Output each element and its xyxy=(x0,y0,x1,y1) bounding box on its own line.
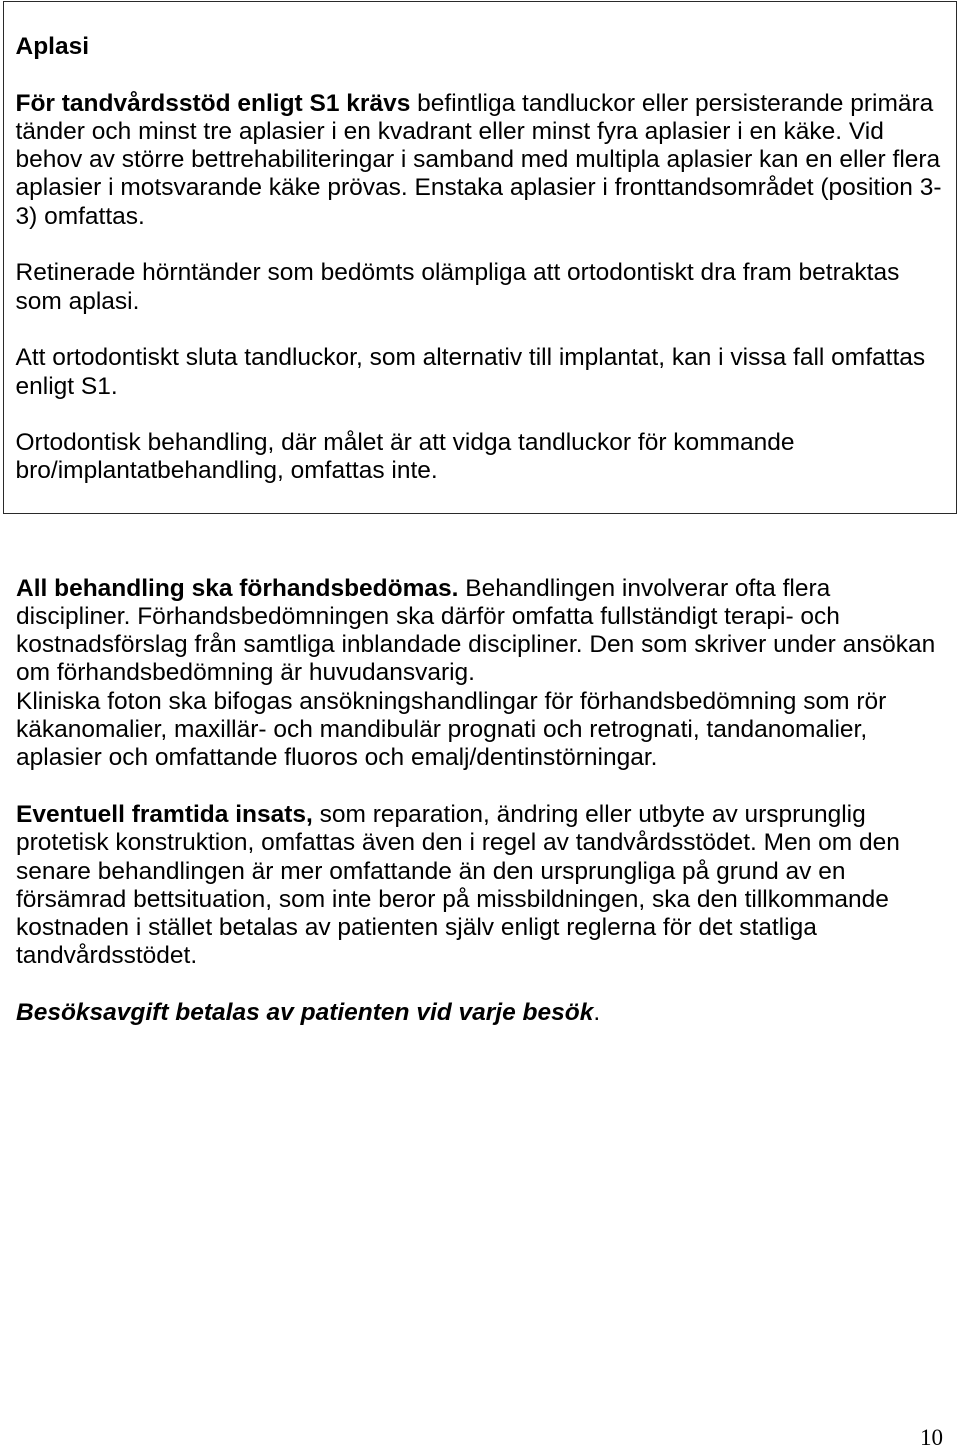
paragraph-retained-canines xyxy=(16,259,945,316)
text-span: som reparation, ändring eller utbyte av ursprunglig xyxy=(312,800,866,828)
text-line: som aplasi. xyxy=(15,287,140,315)
text-line: enligt S1. xyxy=(15,372,118,400)
paragraph-future-treatment xyxy=(16,801,946,971)
paragraph-orthodontic-exclusion xyxy=(16,429,945,486)
text-span: Behandlingen involverar ofta flera xyxy=(458,574,831,602)
paragraph-eligibility-criteria xyxy=(16,90,945,231)
aplasi-box xyxy=(3,1,957,514)
text-line: Ortodontisk behandling, där målet är att vidga tandluckor för kommande xyxy=(15,429,795,457)
text-line: om förhandsbedömning är huvudansvarig. xyxy=(16,659,475,687)
text-line xyxy=(16,999,946,1027)
paragraph-visit-fee xyxy=(16,999,946,1027)
text-line: kostnaden i stället betalas av patienten själv enligt reglerna för det statliga xyxy=(16,914,817,942)
text-line xyxy=(16,575,946,603)
text-line: aplasier i motsvarande käke prövas. Enstaka aplasier i fronttandsområdet (position 3- xyxy=(15,174,942,202)
text-line: Retinerade hörntänder som bedömts olämpliga att ortodontiskt dra fram betraktas xyxy=(15,259,900,287)
paragraph-orthodontic-closure xyxy=(16,344,945,401)
bold-lead-text: Eventuell framtida insats, xyxy=(16,800,313,828)
text-line: Att ortodontiskt sluta tandluckor, som alternativ till implantat, kan i vissa fall omfattas xyxy=(15,344,926,372)
text-line: discipliner. Förhandsbedömningen ska därför omfatta fullständigt terapi- och xyxy=(16,602,840,630)
text-line: senare behandlingen är mer omfattande än den ursprungliga på grund av en xyxy=(16,857,846,885)
text-line: aplasier och omfattande fluoros och emalj/dentinstörningar. xyxy=(16,744,658,772)
text-line: tandvårdsstödet. xyxy=(16,942,198,970)
text-line: tänder och minst tre aplasier i en kvadrant eller minst fyra aplasier i en käke. Vid xyxy=(15,117,884,145)
text-line: behov av större bettrehabiliteringar i samband med multipla aplasier kan en eller flera xyxy=(15,146,941,174)
page-number: 10 xyxy=(920,1425,943,1448)
text-line: kostnadsförslag från samtliga inblandade discipliner. Den som skriver under ansökan xyxy=(16,631,936,659)
text-line: 3) omfattas. xyxy=(15,202,145,230)
text-span: . xyxy=(593,999,601,1027)
bold-italic-lead-text: Besöksavgift betalas av patienten vid varje besök xyxy=(16,999,594,1027)
text-line xyxy=(16,90,945,118)
text-span: befintliga tandluckor eller persisterande primära xyxy=(410,89,934,117)
text-line: bro/implantatbehandling, omfattas inte. xyxy=(15,457,438,485)
text-line: Kliniska foton ska bifogas ansökningshandlingar för förhandsbedömning som rör xyxy=(16,687,887,715)
body-text xyxy=(16,575,946,1028)
text-line xyxy=(16,801,946,829)
text-line: försämrad bettsituation, som inte beror på missbildningen, ska den tillkommande xyxy=(16,885,889,913)
section-heading: Aplasi xyxy=(15,33,90,60)
bold-lead-text: All behandling ska förhandsbedömas. xyxy=(16,574,459,602)
paragraph-clinical-photos xyxy=(16,688,946,773)
text-line: protetisk konstruktion, omfattas även den i regel av tandvårdsstödet. Men om den xyxy=(16,829,900,857)
paragraph-prior-assessment xyxy=(16,575,946,688)
text-line: käkanomalier, maxillär- och mandibulär prognati och retrognati, tandanomalier, xyxy=(16,716,868,744)
bold-lead-text: För tandvårdsstöd enligt S1 krävs xyxy=(15,89,411,117)
